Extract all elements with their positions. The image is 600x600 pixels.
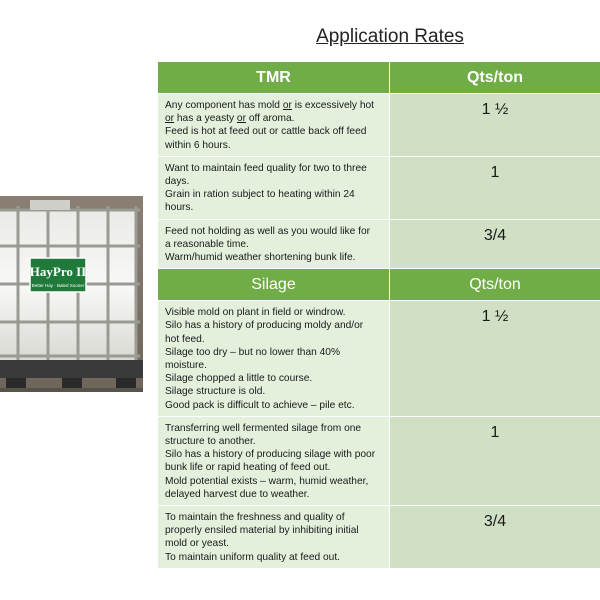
- description-line: properly ensiled material by inhibiting initial: [165, 525, 359, 537]
- condition-description: [158, 506, 390, 569]
- section-header-row: [158, 269, 600, 301]
- condition-description: [158, 94, 390, 157]
- description-line: Transferring well fermented silage from one: [165, 422, 362, 434]
- description-line: Warm/humid weather shortening bunk life.: [165, 252, 356, 264]
- product-label-name: HayPro II: [29, 264, 87, 279]
- description-line: structure to another.: [165, 436, 256, 448]
- application-rate: 1 ½: [390, 301, 600, 417]
- table-row: [158, 219, 600, 269]
- condition-description: [158, 219, 390, 269]
- description-line: Silage structure is old.: [165, 386, 266, 398]
- description-line: within 6 hours.: [165, 139, 231, 151]
- application-rates-table: [157, 61, 600, 569]
- description-line: hours.: [165, 202, 194, 214]
- description-line: Silage too dry – but no lower than 40%: [165, 346, 340, 358]
- description-line: To maintain the freshness and quality of: [165, 512, 345, 524]
- unit-heading: Qts/ton: [390, 62, 600, 94]
- description-line: Feed not holding as well as you would like for: [165, 225, 370, 237]
- description-line: Grain in ration subject to heating within 24: [165, 189, 355, 201]
- description-line: Silo has a history of producing silage with poor: [165, 449, 376, 461]
- description-line: Silage chopped a little to course.: [165, 373, 313, 385]
- description-line: Visible mold on plant in field or windrow.: [165, 307, 346, 319]
- application-rate: 1: [390, 416, 600, 505]
- description-line: days.: [165, 176, 190, 188]
- condition-description: [158, 156, 390, 219]
- description-line: a reasonable time.: [165, 238, 249, 250]
- description-line: Feed is hot at feed out or cattle back off feed: [165, 126, 367, 138]
- unit-heading: Qts/ton: [390, 269, 600, 301]
- section-header-row: [158, 62, 600, 94]
- description-line: Silo has a history of producing moldy and/or: [165, 320, 364, 332]
- table-row: [158, 416, 600, 505]
- description-line: mold or yeast.: [165, 538, 229, 550]
- product-label-tagline: Better Hay · Baled Sooner: [31, 283, 85, 288]
- description-line: Mold potential exists – warm, humid weather,: [165, 475, 369, 487]
- condition-description: [158, 416, 390, 505]
- application-rate: 1: [390, 156, 600, 219]
- description-line: Good pack is difficult to achieve – pile etc.: [165, 399, 355, 411]
- condition-description: [158, 301, 390, 417]
- tote-photo: [0, 196, 143, 392]
- application-rate: 3/4: [390, 219, 600, 269]
- description-line: moisture.: [165, 360, 207, 372]
- table-row: [158, 94, 600, 157]
- section-heading: TMR: [158, 62, 390, 94]
- table-row: [158, 506, 600, 569]
- table-row: [158, 301, 600, 417]
- description-line: or has a yeasty or off aroma.: [165, 113, 295, 125]
- description-line: delayed harvest due to weather.: [165, 488, 310, 500]
- description-line: hot feed.: [165, 333, 205, 345]
- table-row: [158, 156, 600, 219]
- description-line: bunk life or rapid heating of feed out.: [165, 462, 331, 474]
- description-line: Any component has mold or is excessively hot: [165, 100, 374, 111]
- description-line: To maintain uniform quality at feed out.: [165, 551, 340, 563]
- page-title: Application Rates: [316, 26, 464, 47]
- application-rate: 3/4: [390, 506, 600, 569]
- application-rate: 1 ½: [390, 94, 600, 157]
- section-heading: Silage: [158, 269, 390, 301]
- description-line: Want to maintain feed quality for two to three: [165, 162, 367, 174]
